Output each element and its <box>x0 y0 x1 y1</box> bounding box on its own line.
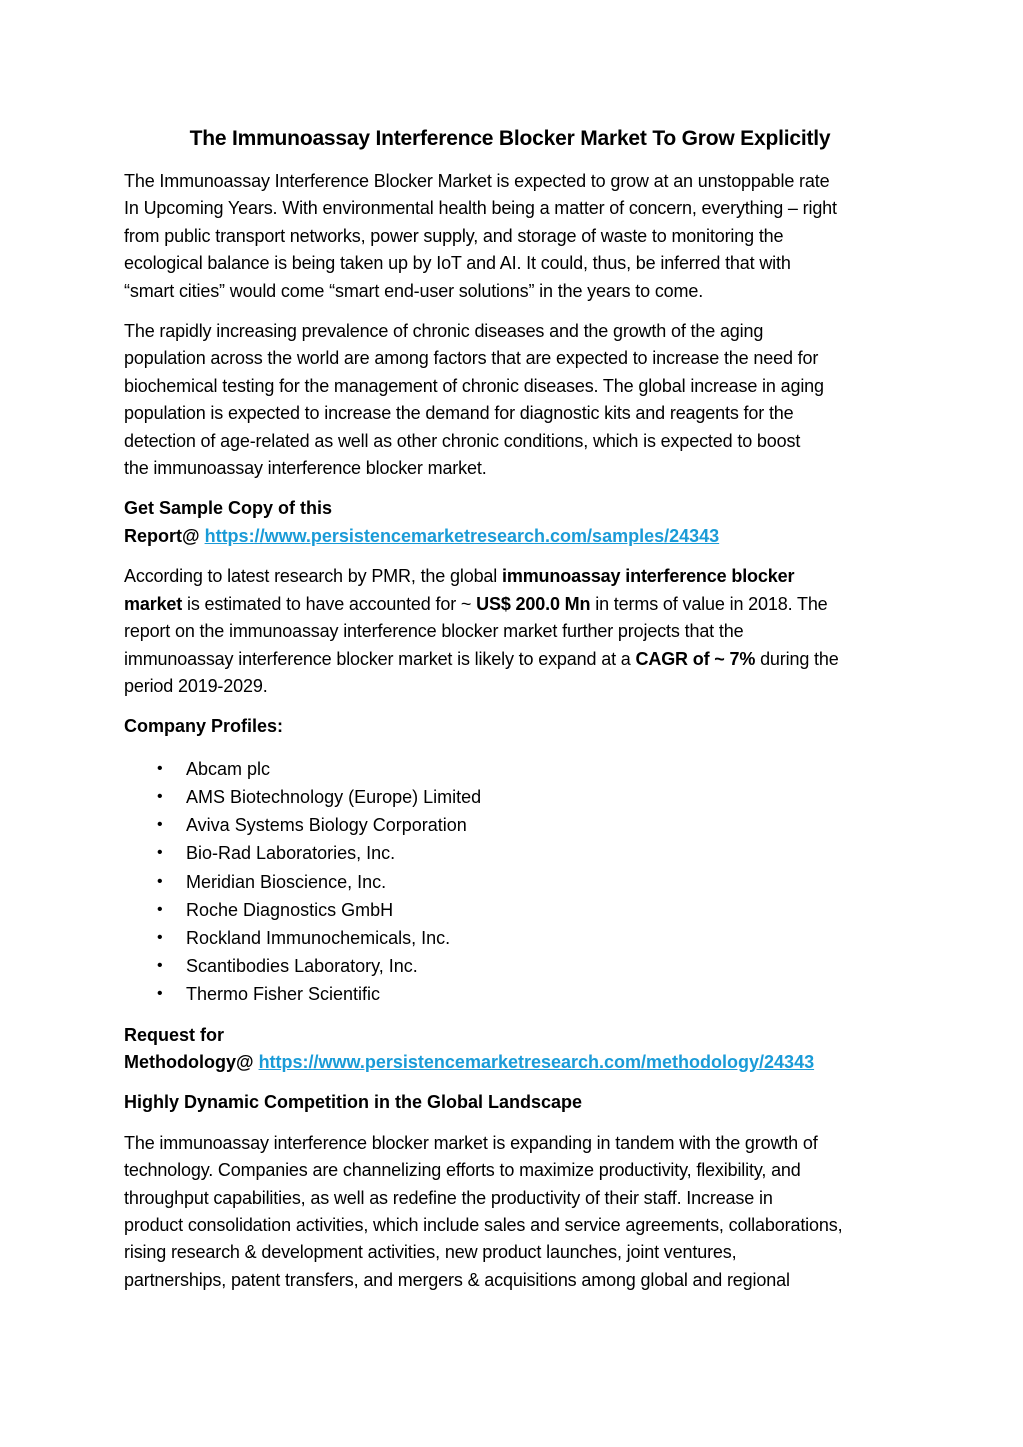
methodology-label-prefix: Methodology@ <box>124 1051 254 1072</box>
company-profiles-heading-wrap <box>124 713 904 740</box>
bullet-icon: • <box>157 900 163 918</box>
bullet-icon: • <box>157 872 163 890</box>
competition-line: technology. Companies are channelizing efforts to maximize productivity, flexibility, and <box>124 1160 801 1181</box>
research-bold-term: market <box>124 593 183 614</box>
list-item <box>124 952 904 980</box>
aging-line: the immunoassay interference blocker market. <box>124 458 487 479</box>
document-page <box>124 124 904 1307</box>
company-name: Scantibodies Laboratory, Inc. <box>186 956 418 977</box>
bullet-icon: • <box>157 985 163 1003</box>
bullet-icon: • <box>157 844 163 862</box>
company-profiles-heading: Company Profiles: <box>124 716 284 737</box>
intro-line: The Immunoassay Interference Blocker Market is expected to grow at an unstoppable rate <box>124 171 830 191</box>
aging-line: detection of age-related as well as other chronic conditions, which is expected to boost <box>124 430 801 451</box>
sample-request <box>124 495 904 550</box>
intro-paragraph <box>124 168 904 305</box>
competition-heading-wrap <box>124 1089 904 1116</box>
research-text: According to latest research by PMR, the global <box>124 566 502 587</box>
list-item <box>124 839 904 867</box>
company-name: Roche Diagnostics GmbH <box>186 899 394 920</box>
aging-paragraph <box>124 318 904 482</box>
research-bold-term: immunoassay interference blocker <box>502 566 795 587</box>
company-name: Bio-Rad Laboratories, Inc. <box>186 843 396 864</box>
methodology-label: Request for <box>124 1024 225 1045</box>
aging-line: biochemical testing for the management of chronic diseases. The global increase in aging <box>124 375 824 396</box>
list-item <box>124 811 904 839</box>
intro-line: In Upcoming Years. With environmental health being a matter of concern, everything – right <box>124 198 837 219</box>
company-profiles-list <box>124 755 904 1009</box>
bullet-icon: • <box>157 816 163 834</box>
sample-link[interactable]: https://www.persistencemarketresearch.com/samples/24343 <box>204 525 720 546</box>
research-text: immunoassay interference blocker market is likely to expand at a <box>124 648 636 669</box>
intro-line: from public transport networks, power supply, and storage of waste to monitoring the <box>124 225 784 246</box>
list-item <box>124 924 904 952</box>
research-text: during the <box>755 648 839 669</box>
bullet-icon: • <box>157 957 163 975</box>
list-item <box>124 896 904 924</box>
bullet-icon: • <box>157 787 163 805</box>
sample-label: Get Sample Copy of this <box>124 498 333 519</box>
methodology-link[interactable]: https://www.persistencemarketresearch.com/methodology/24343 <box>258 1051 815 1072</box>
company-name: Thermo Fisher Scientific <box>186 984 381 1005</box>
company-name: Rockland Immunochemicals, Inc. <box>186 927 451 948</box>
company-name: AMS Biotechnology (Europe) Limited <box>186 786 482 807</box>
methodology-request <box>124 1022 904 1077</box>
competition-line: product consolidation activities, which include sales and service agreements, collaborations, <box>124 1214 843 1235</box>
competition-line: partnerships, patent transfers, and mergers & acquisitions among global and regional <box>124 1269 790 1290</box>
company-name: Meridian Bioscience, Inc. <box>186 871 387 892</box>
bullet-icon: • <box>157 759 163 777</box>
document-title: The Immunoassay Interference Blocker Market To Grow Explicitly <box>189 127 831 150</box>
list-item <box>124 868 904 896</box>
research-text: period 2019-2029. <box>124 675 268 696</box>
list-item <box>124 783 904 811</box>
aging-line: The rapidly increasing prevalence of chronic diseases and the growth of the aging <box>124 321 764 342</box>
competition-paragraph <box>124 1130 904 1294</box>
competition-line: The immunoassay interference blocker market is expanding in tandem with the growth of <box>124 1132 818 1153</box>
cagr-value: CAGR of ~ 7% <box>635 648 756 669</box>
company-name: Abcam plc <box>186 758 271 779</box>
intro-line: “smart cities” would come “smart end-user solutions” in the years to come. <box>124 280 704 301</box>
aging-line: population across the world are among factors that are expected to increase the need for <box>124 348 819 369</box>
market-value: US$ 200.0 Mn <box>476 593 591 614</box>
intro-line: ecological balance is being taken up by IoT and AI. It could, thus, be inferred that with <box>124 253 791 274</box>
bullet-icon: • <box>157 928 163 946</box>
list-item <box>124 980 904 1008</box>
company-name: Aviva Systems Biology Corporation <box>186 815 467 836</box>
research-text: is estimated to have accounted for ~ <box>182 593 477 614</box>
sample-label-report: Report@ <box>124 525 200 546</box>
aging-line: population is expected to increase the demand for diagnostic kits and reagents for the <box>124 403 794 424</box>
competition-heading: Highly Dynamic Competition in the Global Landscape <box>124 1092 583 1113</box>
competition-line: throughput capabilities, as well as redefine the productivity of their staff. Increase in <box>124 1187 773 1208</box>
research-text: report on the immunoassay interference blocker market further projects that the <box>124 621 744 642</box>
research-text: in terms of value in 2018. The <box>590 593 828 614</box>
research-paragraph <box>124 563 904 700</box>
competition-line: rising research & development activities, new product launches, joint ventures, <box>124 1242 737 1263</box>
list-item <box>124 755 904 783</box>
